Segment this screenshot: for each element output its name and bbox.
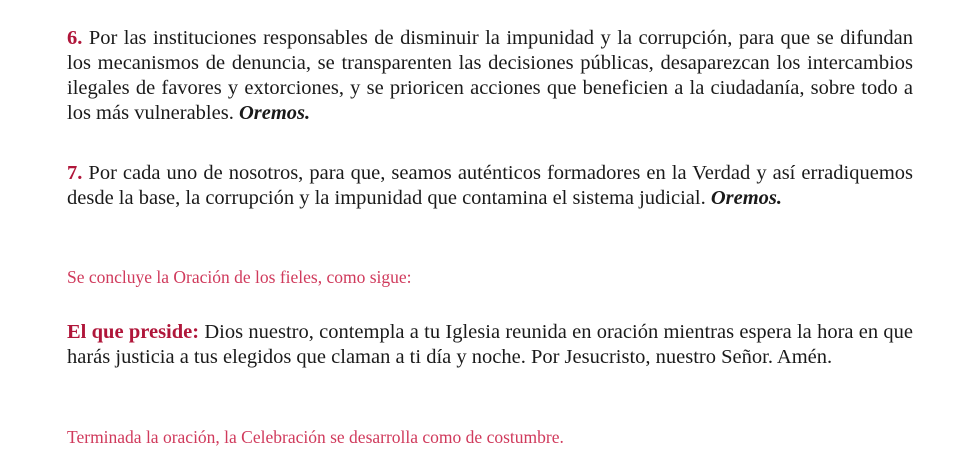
rubric-end: Terminada la oración, la Celebración se desarrolla como de costumbre. (67, 427, 564, 447)
rubric-conclusion: Se concluye la Oración de los fieles, como sigue: (67, 267, 412, 287)
petition-6-number: 6. (67, 27, 83, 49)
petition-6-response: Oremos. (238, 102, 311, 124)
petition-6 (67, 26, 913, 126)
petition-7-response: Oremos. (710, 187, 783, 209)
petition-6-text: Por las instituciones responsables de disminuir la impunidad y la corrupción, para que se difundan los mecanismos de denuncia, se transparenten las decisiones públicas, desaparezcan los intercambios ilegales de favores y extorciones, y se prioricen acciones que beneficien a la ciudadanía, sobre todo a los más vulnerables. (67, 27, 913, 124)
closing-prayer-speaker: El que preside: (67, 321, 200, 343)
petition-7-text: Por cada uno de nosotros, para que, seamos auténticos formadores en la Verdad y así erradiquemos desde la base, la corrupción y la impunidad que contamina el sistema judicial. (67, 162, 913, 209)
petition-7-number: 7. (67, 162, 83, 184)
petition-7 (67, 161, 913, 211)
closing-prayer (67, 320, 913, 370)
closing-prayer-text: Dios nuestro, contempla a tu Iglesia reunida en oración mientras espera la hora en que harás justicia a tus elegidos que claman a ti día y noche. Por Jesucristo, nuestro Señor. Amén. (67, 321, 914, 368)
